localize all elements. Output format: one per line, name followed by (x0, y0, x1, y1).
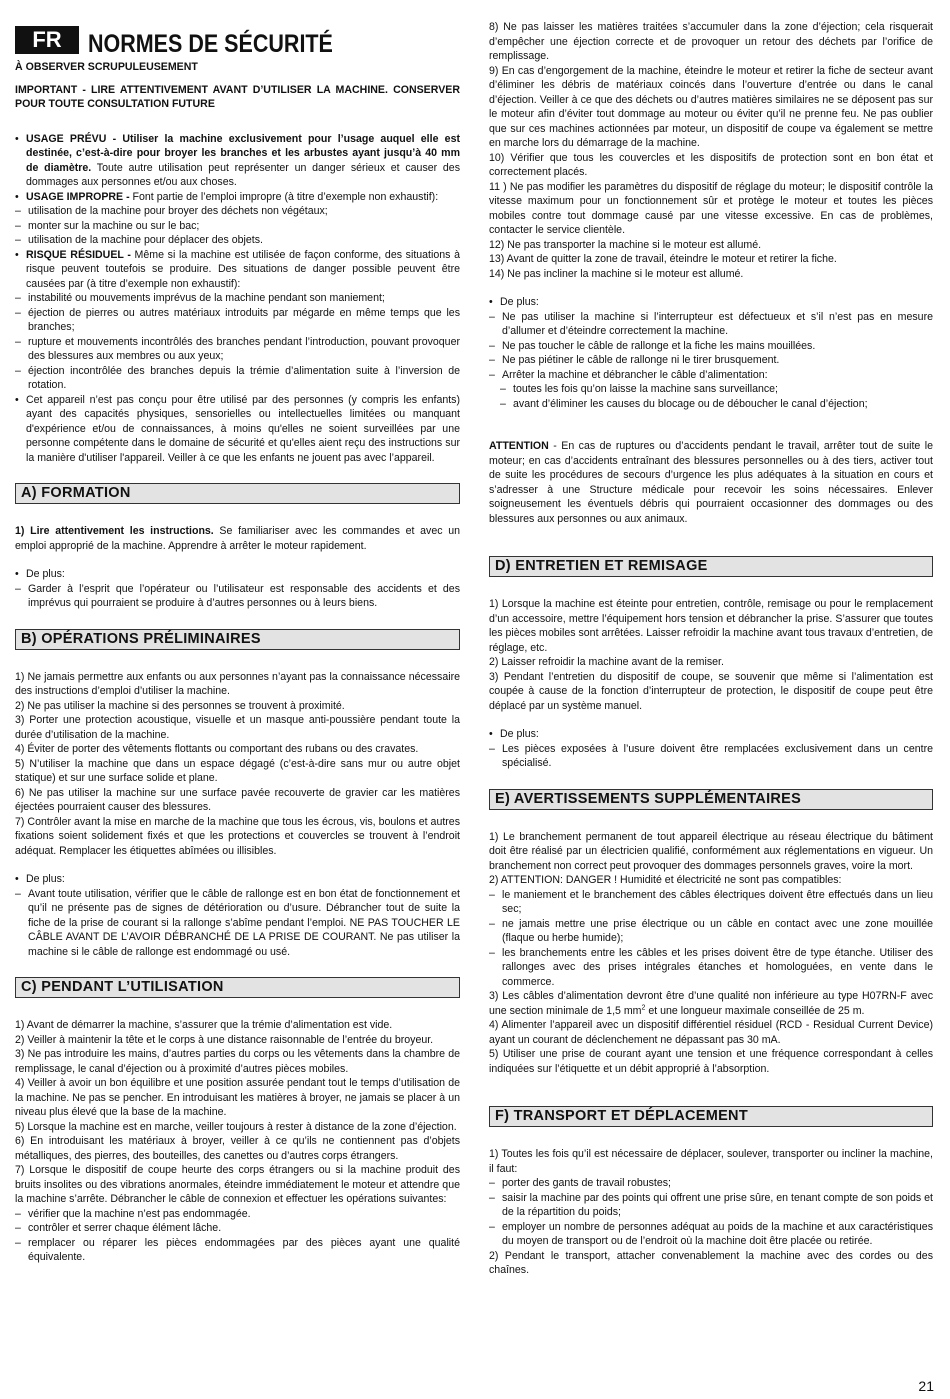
list-item: – monter sur la machine ou sur le bac; (15, 219, 460, 234)
list-item: – instabilité ou mouvements imprévus de la machine pendant son maniement; (15, 291, 460, 306)
de-plus-label: • De plus: (489, 727, 933, 742)
section-d-paragraph: 1) Lorsque la machine est éteinte pour entretien, contrôle, remisage ou pour le remplacement d’un accessoire, mettre l’équipement hors tension et débrancher la prise. S’assurer que toutes les pièces mobiles sont arrêtées. Laisser refroidir la machine avant tous travaux d’entretien, de réglage, etc. (489, 598, 933, 654)
appareil-notice: • Cet appareil n’est pas conçu pour être utilisé par des personnes (y compris les enfants) ayant des capacités physiques, sensorielles ou intellectuelles limitées ou manquant d'expérience et/ou de connaissances, à moins qu'elles ne soient surveillées par une personne compétente dans le domaine de sécurité et qu'elles aient reçu des instructions sur la manière d'utiliser l'appareil. Veiller à ce que les enfants ne jouent pas avec l’appareil. (15, 393, 460, 466)
list-item: – éjection incontrôlée des branches depuis la trémie d’alimentation suite à l’inversion de rotation. (15, 364, 460, 393)
section-d-paragraph: 2) Laisser refroidir la machine avant de la remiser. (489, 656, 724, 668)
section-a-heading: A) FORMATION (15, 483, 460, 504)
section-d-paragraph: 3) Pendant l’entretien du dispositif de coupe, se souvenir que même si l’alimentation est coupée à cause de la fonction d’interrupteur de protection, le dispositif de coupe peut être déplacé par un système manuel. (489, 670, 933, 712)
section-a-paragraph-bold: 1) Lire attentivement les instructions. (15, 525, 214, 537)
section-e-paragraph: 5) Utiliser une prise de courant ayant une tension et une fréquence correspondant à celles indiquées sur l’étiquette et un débit approprié à l’absorption. (489, 1048, 933, 1075)
risque-residuel-text: Même si la machine est utilisée de façon conforme, des situations à risque peuvent toutefois se produire. Des situations de danger possible peuvent être causées par (à titre d’exemple non exhaustif): (26, 248, 461, 290)
attention-text: - En cas de ruptures ou d’accidents pendant le travail, arrêter tout de suite le moteur; en cas d’accidents entraînant des blessures personnelles ou à des tiers, activer tout de suite les procédures de secours d’urgence les plus adéquates à la situation en cours et s’adresser à une Structure médicale pour recevoir les soins nécessaires. Enlever soigneusement les éventuels débris qui pourraient occasionner des dommages ou des blessures aux personnes ou aux animaux. (489, 440, 933, 525)
page-header (15, 20, 460, 60)
section-b-paragraph: 1) Ne jamais permettre aux enfants ou aux personnes n’ayant pas la connaissance nécessaire des instructions d’emploi d’utiliser la machine. (15, 670, 460, 697)
list-item: – saisir la machine par des points qui offrent une prise sûre, en tenant compte de son poids et de la répartition du poids; (489, 1191, 933, 1220)
cable-spec-text: 3) Les câbles d’alimentation devront être d’une qualité non inférieure au type H07RN-F avec une section minimale de 1,5 mm (489, 990, 933, 1017)
section-c-paragraph: 12) Ne pas transporter la machine si le moteur est allumé. (489, 238, 762, 251)
usage-prevu-text: Toute autre utilisation peut représenter un danger sérieux et causer des dommages aux personnes et/ou aux choses. (26, 161, 460, 188)
section-f-heading: F) TRANSPORT ET DÉPLACEMENT (489, 1106, 933, 1127)
section-b-paragraph: 6) Ne pas utiliser la machine sur une surface pavée recouverte de gravier car les matières éjectées pourraient causer des blessures. (15, 786, 460, 813)
language-badge: FR (15, 26, 79, 54)
usage-impropre-heading: USAGE IMPROPRE - (26, 190, 130, 203)
sub-list-item: – avant d’éliminer les causes du blocage ou de déboucher le canal d’éjection; (489, 397, 933, 412)
risque-residuel-heading: RISQUE RÉSIDUEL - (26, 248, 131, 261)
section-f-paragraph: 1) Toutes les fois qu’il est nécessaire de déplacer, soulever, transporter ou incliner la machine, il faut: (489, 1148, 933, 1175)
list-item: – Ne pas piétiner le câble de rallonge ni le tirer brusquement. (489, 353, 933, 368)
list-item: – utilisation de la machine pour broyer des déchets non végétaux; (15, 204, 460, 219)
section-c-paragraph: 13) Avant de quitter la zone de travail, éteindre le moteur et retirer la fiche. (489, 253, 837, 265)
section-c-paragraph: 11 ) Ne pas modifier les paramètres du dispositif de réglage du moteur; le dispositif contrôle la vitesse maximum pour un fonctionnement sûr et protège le moteur et toutes les pièces mobiles contre tout dommage causé par une vitesse excessive. En cas de problèmes, contacter le service clientèle. (489, 180, 933, 236)
list-item: – éjection de pierres ou autres matériaux introduits par mégarde en même temps que les branches; (15, 306, 460, 335)
risque-residuel-item (15, 248, 460, 292)
left-column (15, 20, 460, 1265)
usage-impropre-item (15, 190, 460, 205)
section-e-paragraph: 2) ATTENTION: DANGER ! Humidité et électricité ne sont pas compatibles: (489, 874, 842, 886)
de-plus-label: • De plus: (15, 872, 460, 887)
section-c-paragraph: 8) Ne pas laisser les matières traitées s’accumuler dans la zone d’éjection; cela risquerait d’empêcher une éjection correcte et de provoquer un retour des déchets par l’orifice de remplissage. (489, 21, 933, 62)
section-b-paragraph: 2) Ne pas utiliser la machine si des personnes se trouvent à proximité. (15, 699, 345, 712)
section-f-paragraph: 2) Pendant le transport, attacher convenablement la machine avec des cordes ou des chaînes. (489, 1249, 933, 1276)
section-c-paragraph: 1) Avant de démarrer la machine, s’assurer que la trémie d’alimentation est vide. (15, 1019, 393, 1031)
page-subtitle: À OBSERVER SCRUPULEUSEMENT (15, 61, 198, 73)
list-item: – remplacer ou réparer les pièces endommagées par des pièces ayant une qualité équivalente. (15, 1236, 460, 1265)
list-item: – Garder à l’esprit que l’opérateur ou l’utilisateur est responsable des accidents et des imprévus qui pourraient se produire à d’autres personnes ou à leurs biens. (15, 582, 460, 611)
section-c-paragraph: 2) Veiller à maintenir la tête et le corps à une distance raisonnable de l’entrée du broyeur. (15, 1033, 434, 1046)
section-c-paragraph: 9) En cas d’engorgement de la machine, éteindre le moteur et retirer la fiche de secteur avant d’éliminer les débris de matériaux coincés dans l’ouverture d’entrée ou dans le canal d’éjection. Veiller à ce que des déchets ou d’autres matières similaires ne se déposent pas sur le moteur afin d’éviter tout dommage au moteur ou éviter qu’il ne prenne feu. Ne pas oublier que sur ces machines actionnées par moteur, un dispositif de coupe va également se mettre en marche lors du démarrage de la machine. (489, 64, 933, 149)
right-column (489, 20, 933, 1278)
usage-prevu-item (15, 132, 460, 190)
section-b-paragraph: 3) Porter une protection acoustique, visuelle et un masque anti-poussière pendant toute la durée d’utilisation de la machine. (15, 714, 460, 741)
list-item: – contrôler et serrer chaque élément lâche. (15, 1221, 460, 1236)
list-item: – utilisation de la machine pour déplacer des objets. (15, 233, 460, 248)
section-c-paragraph: 10) Vérifier que tous les couvercles et les dispositifs de protection sont en bon état et correctement placés. (489, 151, 933, 178)
section-b-paragraph: 7) Contrôler avant la mise en marche de la machine que tous les écrous, vis, boulons et autres fixations soient solidement fixés et que les protections et couvercles se trouvent à l’endroit adéquat. Remplacer les étiquettes abîmées ou illisibles. (15, 815, 460, 857)
section-b-heading: B) OPÉRATIONS PRÉLIMINAIRES (15, 629, 460, 650)
list-item: – Arrêter la machine et débrancher le câble d’alimentation: (489, 368, 933, 383)
attention-label: ATTENTION (489, 440, 549, 452)
page-number: 21 (918, 1378, 934, 1394)
de-plus-label: • De plus: (489, 295, 933, 310)
list-item: – employer un nombre de personnes adéquat au poids de la machine et aux caractéristiques du moyen de transport ou de l’endroit où la machine doit être placée ou retirée. (489, 1220, 933, 1249)
usage-prevu-heading: USAGE PRÉVU - Utiliser la machine exclusivement pour l’usage auquel elle est destinée, c’est-à-dire pour broyer les branches et les arbustes ayant jusqu’à 40 mm de diamètre. (26, 132, 460, 174)
section-b-paragraph: 5) N’utiliser la machine que dans un espace dégagé (c’est-à-dire sans mur ou autre objet statique) et sur une surface solide et plane. (15, 757, 460, 784)
usage-impropre-text: Font partie de l’emploi impropre (à titre d’exemple non exhaustif): (129, 190, 439, 203)
de-plus-label: • De plus: (15, 567, 460, 582)
section-c-paragraph: 7) Lorsque le dispositif de coupe heurte des corps étrangers ou si la machine produit des bruits insolites ou des vibrations anormales, éteindre immédiatement le moteur et attendre que la machine s’arrête. Débrancher le câble de connexion et effectuer les opérations suivantes: (15, 1164, 460, 1205)
section-c-paragraph: 14) Ne pas incliner la machine si le moteur est allumé. (489, 267, 744, 280)
list-item: – Avant toute utilisation, vérifier que le câble de rallonge est en bon état de fonctionnement et qu’il ne présente pas de signes de détérioration ou d’usure. Débrancher tout de suite la fiche de la prise de courant si la rallonge s’abîme pendant l’emploi. NE PAS TOUCHER LE CÂBLE AVANT DE L’AVOIR DÉBRANCHÉ DE LA PRISE DE COURANT. Ne pas utiliser la machine si le câble de rallonge est endommagé ou usé. (15, 887, 460, 960)
list-item: – les branchements entre les câbles et les prises doivent être de type étanche. Utiliser des rallonges avec des prises intégrales étanches et homologuées, en vente dans le commerce. (489, 946, 933, 990)
list-item: – ne jamais mettre une prise électrique ou un câble en contact avec une zone mouillée (flaque ou herbe humide); (489, 917, 933, 946)
section-e-paragraph: 4) Alimenter l’appareil avec un dispositif différentiel résiduel (RCD - Residual Current Device) ayant un courant de déclenchement ne dépassant pas 30 mA. (489, 1019, 933, 1046)
section-a-paragraph (15, 524, 460, 553)
section-a-paragraph-text: Se familiariser avec les commandes et avec un emploi approprié de la machine. Apprendre à arrêter le moteur rapidement. (15, 525, 460, 552)
cable-spec-text-cont: et une longueur maximale conseillée de 25 m. (645, 1004, 865, 1017)
list-item: – rupture et mouvements incontrôlés des branches pendant l’introduction, pouvant provoquer des blessures aux membres ou aux yeux; (15, 335, 460, 364)
section-b-paragraph: 4) Éviter de porter des vêtements flottants ou comportant des rubans ou des cravates. (15, 743, 419, 755)
list-item: – vérifier que la machine n’est pas endommagée. (15, 1207, 460, 1222)
section-c-heading: C) PENDANT L’UTILISATION (15, 977, 460, 998)
section-c-paragraph: 4) Veiller à avoir un bon équilibre et une position assurée pendant tout le temps d’utilisation de la machine. Ne pas se pencher. En introduisant les matières à broyer, ne jamais se placer à un niveau plus élevé que la base de la machine. (15, 1077, 460, 1118)
sub-list-item: – toutes les fois qu’on laisse la machine sans surveillance; (489, 382, 933, 397)
list-item: – Les pièces exposées à l’usure doivent être remplacées exclusivement dans un centre spécialisé. (489, 742, 933, 771)
list-item: – Ne pas toucher le câble de rallonge et la fiche les mains mouillées. (489, 339, 933, 354)
superscript: 2 (641, 1003, 646, 1011)
section-e-paragraph: 1) Le branchement permanent de tout appareil électrique au réseau électrique du bâtiment doit être réalisé par un électricien qualifié, conformément aux réglementations en vigueur. Un branchement non correct peut provoquer des dommages personnels graves, voire la mort. (489, 830, 933, 872)
list-item: – le maniement et le branchement des câbles électriques doivent être effectués dans un lieu sec; (489, 888, 933, 917)
important-notice: IMPORTANT - LIRE ATTENTIVEMENT AVANT D’UTILISER LA MACHINE. CONSERVER POUR TOUTE CONSULTATION FUTURE (15, 83, 460, 110)
section-c-paragraph: 5) Lorsque la machine est en marche, veiller toujours à rester à distance de la zone d’éjection. (15, 1120, 457, 1133)
section-e-paragraph (489, 989, 933, 1018)
list-item: – porter des gants de travail robustes; (489, 1176, 933, 1191)
section-e-heading: E) AVERTISSEMENTS SUPPLÉMENTAIRES (489, 789, 933, 810)
attention-notice (489, 439, 933, 526)
page-title: NORMES DE SÉCURITÉ (88, 30, 333, 58)
list-item: – Ne pas utiliser la machine si l’interrupteur est défectueux et s’il n’est pas en mesure d’allumer et d’éteindre correctement la machine. (489, 310, 933, 339)
section-d-heading: D) ENTRETIEN ET REMISAGE (489, 556, 933, 577)
section-c-paragraph: 3) Ne pas introduire les mains, d’autres parties du corps ou les vêtements dans la chambre de remplissage, le canal d’éjection ou à proximité d’autres pièces mobiles. (15, 1048, 460, 1075)
section-c-paragraph: 6) En introduisant les matériaux à broyer, veiller à ce qu’ils ne contiennent pas d’objets métalliques, des pierres, des bouteilles, des canettes ou d’autres corps étrangers. (15, 1135, 460, 1162)
